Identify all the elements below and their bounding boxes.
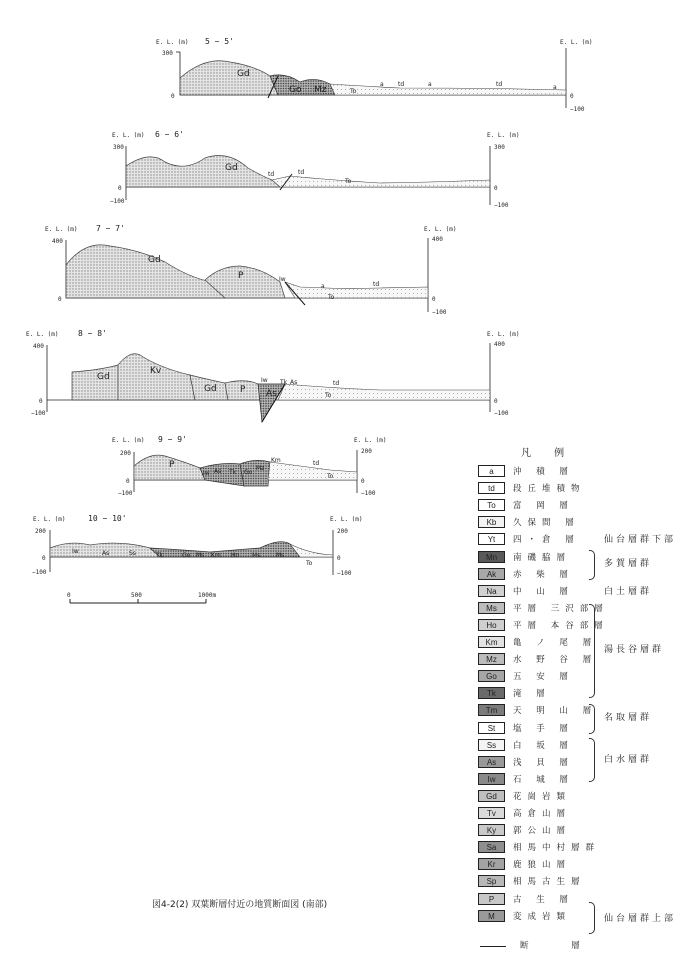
tick-label: −100 [118, 490, 133, 497]
tick-label: 200 [35, 528, 46, 535]
scale-label: 1000m [198, 592, 217, 599]
el-label-right: E. L. (m) [560, 39, 593, 46]
tick-label: 0 [494, 398, 498, 405]
el-label-right: E. L. (m) [424, 226, 457, 233]
unit-label: Ms [276, 552, 285, 559]
unit-label: a [428, 81, 432, 88]
tick-label: 300 [162, 50, 173, 57]
unit-label: a [380, 81, 384, 88]
unit-label: td [496, 81, 503, 88]
unit-label: Iw [279, 276, 286, 283]
unit-label: Mz [256, 465, 265, 472]
legend-title: 凡 例 [521, 448, 575, 459]
figure-caption: 図4-2(2) 双葉断層付近の地質断面図 (南部) [152, 900, 328, 910]
section-7 [45, 224, 457, 316]
section-title: 5 − 5' [205, 37, 234, 46]
unit-label: As [266, 389, 277, 399]
tick-label: −100 [570, 106, 585, 113]
legend-swatch: Sa [478, 841, 505, 853]
legend-item-name: 石 城 層 [513, 774, 574, 785]
legend-item [476, 464, 656, 480]
unit-label: td [398, 81, 405, 88]
unit-label: P [169, 460, 175, 470]
unit-label: As [102, 550, 110, 557]
tick-label: −100 [31, 410, 46, 417]
el-label-left: E. L. (m) [33, 516, 66, 523]
legend-swatch: Na [478, 585, 505, 597]
section-6 [110, 130, 520, 209]
legend-swatch: Go [478, 670, 505, 682]
unit-label: Ho [231, 552, 240, 559]
tick-label: 0 [361, 478, 365, 485]
section-title: 7 − 7' [96, 224, 125, 233]
el-label-right: E. L. (m) [354, 437, 387, 444]
unit-label: Tk [156, 552, 164, 559]
group-name: 湯長谷層群 [604, 645, 665, 655]
brace-natori [589, 704, 595, 734]
unit-label: P [240, 385, 246, 395]
legend-item-name: 相馬古生層 [513, 877, 586, 888]
legend-swatch: Sp [478, 875, 505, 887]
unit-label: Mz [314, 85, 327, 95]
legend-item-name: 亀 ノ 尾 層 [513, 638, 598, 648]
unit-label: td [298, 169, 305, 176]
section-title: 10 − 10' [88, 514, 127, 523]
legend-item-name: 五 安 層 [513, 672, 574, 683]
legend-item-name: 白 坂 層 [513, 740, 574, 751]
legend-swatch: St [478, 722, 505, 734]
legend-item-name: 赤 柴 層 [513, 569, 574, 580]
unit-label: To [345, 178, 352, 185]
unit-label: Ms [196, 552, 205, 559]
legend-item [476, 857, 656, 873]
legend-swatch: a [478, 465, 505, 477]
unit-label: Gd [97, 372, 110, 382]
unit-label: As [214, 468, 222, 475]
group-name: 多賀層群 [604, 559, 653, 569]
unit-label: Iw [203, 470, 210, 477]
unit-label: td [268, 171, 275, 178]
tick-label: 200 [120, 450, 131, 457]
legend-swatch: Iw [478, 773, 505, 785]
legend-swatch: td [478, 482, 505, 494]
el-label-left: E. L. (m) [45, 226, 78, 233]
unit-label: To [325, 392, 332, 399]
el-label-right: E. L. (m) [487, 132, 520, 139]
unit-label: Gd [204, 384, 217, 394]
unit-label: Km [211, 552, 221, 559]
unit-to [330, 84, 566, 95]
legend-item-name: 四・倉 層 [513, 535, 580, 546]
legend-swatch: Kr [478, 858, 505, 870]
section-10 [32, 514, 363, 577]
unit-label: Ms [252, 552, 261, 559]
legend-item [476, 823, 656, 839]
tick-label: 0 [570, 93, 574, 100]
brace-yunagaya [589, 604, 595, 698]
el-label-right: E. L. (m) [330, 516, 363, 523]
el-label-left: E. L. (m) [156, 39, 189, 46]
tick-label: 400 [33, 343, 44, 350]
unit-label: Gd [225, 163, 238, 173]
legend-item-name: 富 岡 層 [513, 501, 574, 512]
legend-item-name: 平層 三沢部層 [513, 603, 609, 614]
legend-swatch: Yt [478, 533, 505, 545]
section-9 [112, 435, 387, 497]
unit-label: Kv [150, 366, 162, 376]
el-label-left: E. L. (m) [112, 437, 145, 444]
unit-gd [126, 156, 280, 187]
legend-item [476, 618, 656, 634]
tick-label: −100 [494, 202, 509, 209]
unit-td [285, 282, 428, 298]
unit-label: To [306, 560, 313, 567]
unit-label: a [321, 283, 325, 290]
scale-bar [67, 592, 216, 603]
legend-swatch: Km [478, 636, 505, 648]
legend-item-name: 天 明 山 層 [513, 706, 598, 717]
unit-label: Go [182, 552, 191, 559]
unit-label: td [313, 460, 320, 467]
scale-label: 500 [131, 592, 142, 599]
tick-label: 200 [337, 528, 348, 535]
unit-gd [66, 245, 225, 298]
section-title: 9 − 9' [158, 435, 187, 444]
legend-item-name: 鹿狼山層 [513, 860, 572, 871]
section-5 [156, 37, 593, 113]
brace-taga [589, 550, 595, 580]
tick-label: 0 [118, 185, 122, 192]
tick-label: −100 [361, 490, 376, 497]
legend-item [476, 840, 656, 856]
tick-label: −100 [432, 309, 447, 316]
legend-item-name: 浅 貝 層 [513, 757, 574, 768]
unit-label: Gd [237, 69, 250, 79]
legend-item-name: 段丘堆積物 [513, 484, 586, 495]
unit-label: a [553, 84, 557, 91]
legend-item-name: 相馬中村層群 [513, 843, 601, 854]
legend-item [476, 686, 656, 702]
legend-item-name: 水 野 谷 層 [513, 655, 598, 666]
el-label-left: E. L. (m) [112, 132, 145, 139]
fault-symbol [480, 946, 506, 947]
legend-item [476, 772, 656, 788]
legend-swatch: Ak [478, 568, 505, 580]
unit-to [272, 176, 490, 187]
unit-label: td [373, 281, 380, 288]
unit-label: Go [244, 469, 253, 476]
legend-swatch: Tv [478, 807, 505, 819]
el-label-left: E. L. (m) [26, 331, 59, 338]
tick-label: −100 [494, 410, 509, 417]
tick-label: 0 [42, 555, 46, 562]
legend-item [476, 515, 656, 531]
brace-shiramizu [589, 738, 595, 782]
legend-item-name: 郭公山層 [513, 826, 572, 837]
unit-gd [72, 365, 118, 400]
legend-item-name: 平層 本谷部層 [513, 620, 609, 631]
tick-label: 0 [171, 93, 175, 100]
brace-sendai-upper [589, 902, 595, 934]
tick-label: 0 [337, 555, 341, 562]
unit-label: Tk [280, 379, 288, 386]
unit-td [278, 384, 490, 400]
legend-swatch: As [478, 756, 505, 768]
section-title: 8 − 8' [78, 329, 107, 338]
scale-label: 0 [67, 592, 71, 599]
legend-swatch: Mz [478, 653, 505, 665]
tick-label: 400 [52, 238, 63, 245]
legend-swatch: Ss [478, 739, 505, 751]
tick-label: 300 [113, 144, 124, 151]
unit-label: To [327, 473, 334, 480]
tick-label: 0 [126, 478, 130, 485]
tick-label: 200 [361, 448, 372, 455]
tick-label: 0 [494, 185, 498, 192]
legend-swatch: Tm [478, 704, 505, 716]
group-name: 白水層群 [604, 755, 653, 765]
group-name: 仙台層群下部 [604, 535, 677, 545]
group-name: 仙台層群上部 [604, 914, 677, 924]
legend-item-name: 滝 層 [513, 689, 551, 700]
unit-label: To [350, 88, 357, 95]
unit-label: P [238, 271, 244, 281]
unit-label: td [333, 380, 340, 387]
legend-item-name: 中 山 層 [513, 586, 574, 597]
unit-label: Iw [261, 377, 268, 384]
legend-swatch: Gd [478, 790, 505, 802]
legend-item [476, 481, 656, 497]
legend-item-name: 沖 積 層 [513, 467, 574, 477]
tick-label: 400 [494, 341, 505, 348]
legend-item [476, 892, 656, 908]
unit-label: Go [289, 85, 302, 95]
unit-label: Iw [72, 548, 79, 555]
legend-swatch: Kb [478, 516, 505, 528]
legend-item-name: 高倉山層 [513, 809, 572, 819]
legend-item [476, 601, 656, 617]
tick-label: 300 [494, 144, 505, 151]
section-8 [26, 329, 520, 422]
group-name: 名取層群 [604, 713, 653, 723]
unit-gd [180, 61, 278, 95]
tick-label: 0 [58, 296, 62, 303]
legend-swatch: Tk [478, 687, 505, 699]
legend-swatch: M [478, 910, 505, 922]
legend-item [476, 789, 656, 805]
unit-label: To [328, 294, 335, 301]
group-name: 白土層群 [604, 587, 653, 597]
legend-swatch: Ms [478, 602, 505, 614]
tick-label: −100 [32, 569, 47, 576]
unit-kv [118, 354, 195, 400]
legend-swatch: Ky [478, 824, 505, 836]
legend-item-name: 南磯脇層 [513, 552, 572, 563]
tick-label: −100 [110, 198, 125, 205]
unit-label: Gd [148, 255, 161, 265]
legend-item-name: 古 生 層 [513, 894, 574, 905]
legend-swatch: To [478, 499, 505, 511]
legend-item [476, 669, 656, 685]
legend-swatch: Mn [478, 551, 505, 563]
unit-label: As [290, 379, 298, 386]
legend-swatch: P [478, 893, 505, 905]
legend-item [476, 498, 656, 514]
legend-item-name: 変成岩類 [513, 911, 572, 922]
tick-label: 0 [432, 296, 436, 303]
tick-label: 400 [432, 236, 443, 243]
section-title: 6 − 6' [155, 130, 184, 139]
tick-label: 0 [39, 398, 43, 405]
fault-label: 断 層 [520, 941, 600, 951]
unit-label: Ss [129, 550, 136, 557]
unit-label: Km [271, 457, 281, 464]
legend-item-name: 塩 手 層 [513, 723, 574, 734]
tick-label: −100 [337, 570, 352, 577]
legend-item [476, 806, 656, 822]
el-label-right: E. L. (m) [487, 331, 520, 338]
legend-swatch: Ho [478, 619, 505, 631]
legend-item-name: 花崗岩類 [513, 791, 572, 802]
legend-item-name: 久保間 層 [513, 518, 580, 529]
legend-item [476, 874, 656, 890]
unit-label: Tk [229, 469, 237, 476]
